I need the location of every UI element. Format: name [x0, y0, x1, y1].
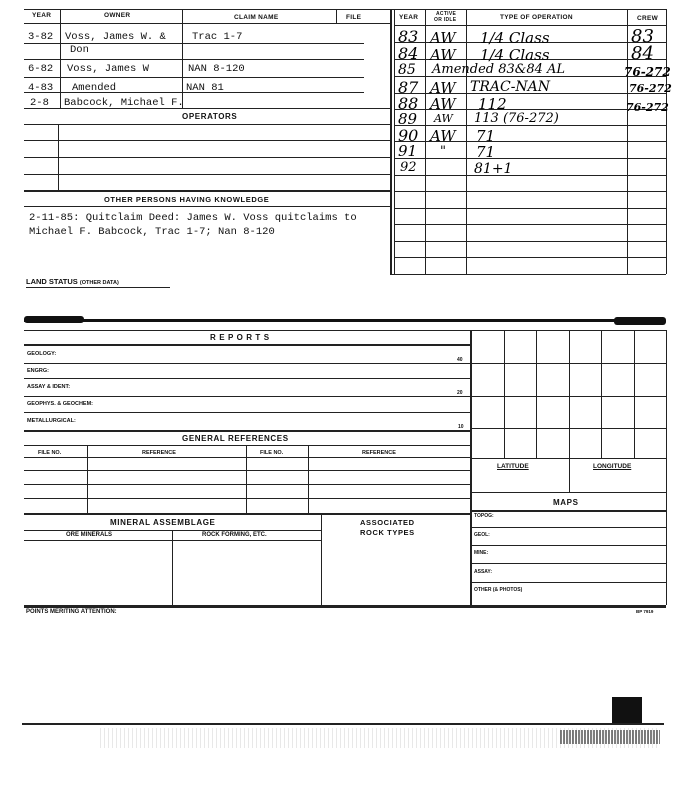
ref-col-header: FILE NO. [260, 450, 284, 456]
scan-mark-block [612, 697, 642, 723]
rock-forming-header: ROCK FORMING, ETC. [202, 532, 267, 538]
claim-owner: Voss, James W. & [65, 31, 166, 43]
ops-crew-header: CREW [637, 15, 659, 22]
op-active: AW [430, 79, 456, 97]
ops-active-header: ACTIVE [436, 11, 457, 17]
op-crew: 76-272 [624, 65, 671, 79]
claim-year: 6-82 [28, 63, 54, 75]
divider-band [24, 319, 664, 322]
op-crew: 76-272 [629, 82, 672, 95]
points-meriting-label: POINTS MERITING ATTENTION: [26, 609, 117, 615]
op-crew: 83 [631, 26, 654, 47]
report-num: 10 [458, 424, 464, 430]
other-persons-line: 2-11-85: Quitclaim Deed: James W. Voss quitclaims to [29, 212, 357, 224]
claim-year: 2-8 [30, 97, 49, 109]
form-number: BP 7919 [636, 609, 654, 614]
op-type: 113 (76-272) [474, 111, 559, 126]
ref-col-header: REFERENCE [142, 450, 176, 456]
claim-owner: Babcock, Michael F. [64, 97, 184, 109]
ops-idle-header: OR IDLE [434, 17, 457, 23]
op-active: AW [434, 112, 453, 125]
claim-year: 3-82 [28, 31, 54, 43]
general-references-title: GENERAL REFERENCES [182, 434, 289, 443]
op-type: Amended 83&84 AL [432, 62, 566, 77]
report-label: METALLURGICAL: [27, 418, 76, 424]
op-type: 1/4 Class [480, 46, 550, 64]
ops-type-header: TYPE OF OPERATION [500, 14, 573, 21]
report-label: ASSAY & IDENT: [27, 384, 71, 390]
op-active: AW [430, 95, 456, 113]
report-label: GEOLOGY: [27, 351, 57, 357]
claim-name: Trac 1-7 [192, 31, 243, 43]
mineral-assemblage-title: MINERAL ASSEMBLAGE [110, 518, 216, 527]
claim-year: 4-83 [28, 82, 54, 94]
op-active: AW [430, 29, 456, 47]
other-persons-title: OTHER PERSONS HAVING KNOWLEDGE [104, 195, 270, 204]
maps-title: MAPS [553, 498, 579, 507]
claim-name: NAN 8-120 [188, 63, 245, 75]
operators-title: OPERATORS [182, 112, 238, 121]
land-status-label: LAND STATUS [26, 277, 78, 286]
map-row-label: GEOL: [474, 532, 490, 538]
map-row-label: MINE: [474, 550, 489, 556]
ref-col-header: FILE NO. [38, 450, 62, 456]
ref-col-header: REFERENCE [362, 450, 396, 456]
map-row-label: OTHER (& PHOTOS) [474, 587, 523, 593]
op-type: 112 [478, 95, 507, 113]
longitude-label: LONGITUDE [593, 463, 632, 470]
op-active: " [440, 144, 446, 159]
report-num: 40 [457, 357, 463, 363]
scan-edge-line [22, 723, 664, 725]
reports-title: R E P O R T S [210, 333, 270, 342]
op-type: 1/4 Class [480, 29, 550, 47]
op-year: 91 [398, 142, 418, 160]
ops-year-header: YEAR [399, 14, 419, 21]
report-num: 20 [457, 390, 463, 396]
band-left-blob [24, 316, 84, 323]
col-year-header: YEAR [32, 12, 52, 19]
associated-label: ASSOCIATED [360, 518, 415, 527]
col-file-header: FILE [346, 14, 362, 21]
ore-minerals-header: ORE MINERALS [66, 532, 113, 538]
op-crew: 84 [631, 43, 654, 64]
report-label: GEOPHYS. & GEOCHEM: [27, 401, 94, 407]
op-type: 81+1 [474, 161, 513, 177]
op-type: TRAC-NAN [470, 79, 551, 95]
claim-owner: Voss, James W [67, 63, 149, 75]
claim-name: NAN 81 [186, 82, 224, 94]
map-row-label: ASSAY: [474, 569, 493, 575]
op-year: 89 [398, 110, 418, 128]
latitude-label: LATITUDE [497, 463, 529, 470]
op-year: 83 [398, 27, 419, 46]
col-claim-name-header: CLAIM NAME [234, 14, 279, 21]
col-owner-header: OWNER [104, 12, 131, 19]
band-right-blob [614, 317, 666, 325]
op-active: AW [430, 127, 456, 145]
rock-types-label: ROCK TYPES [360, 528, 415, 537]
op-year: 85 [398, 62, 416, 78]
op-year: 90 [398, 126, 419, 145]
scan-noise-dark [560, 730, 660, 744]
op-active: AW [430, 46, 456, 64]
report-label: ENGRG: [27, 368, 49, 374]
op-type: 71 [476, 143, 496, 161]
claim-owner: Don [70, 44, 89, 56]
op-year: 88 [398, 94, 419, 113]
op-type: 71 [476, 127, 496, 145]
op-crew: 76-272 [626, 101, 669, 114]
land-status-sub: (OTHER DATA) [79, 280, 119, 286]
op-year: 84 [398, 44, 419, 63]
op-year: 92 [400, 160, 417, 175]
op-year: 87 [398, 78, 419, 97]
map-row-label: TOPOG: [474, 513, 494, 519]
other-persons-line: Michael F. Babcock, Trac 1-7; Nan 8-120 [29, 226, 275, 238]
claim-owner: Amended [72, 82, 117, 94]
